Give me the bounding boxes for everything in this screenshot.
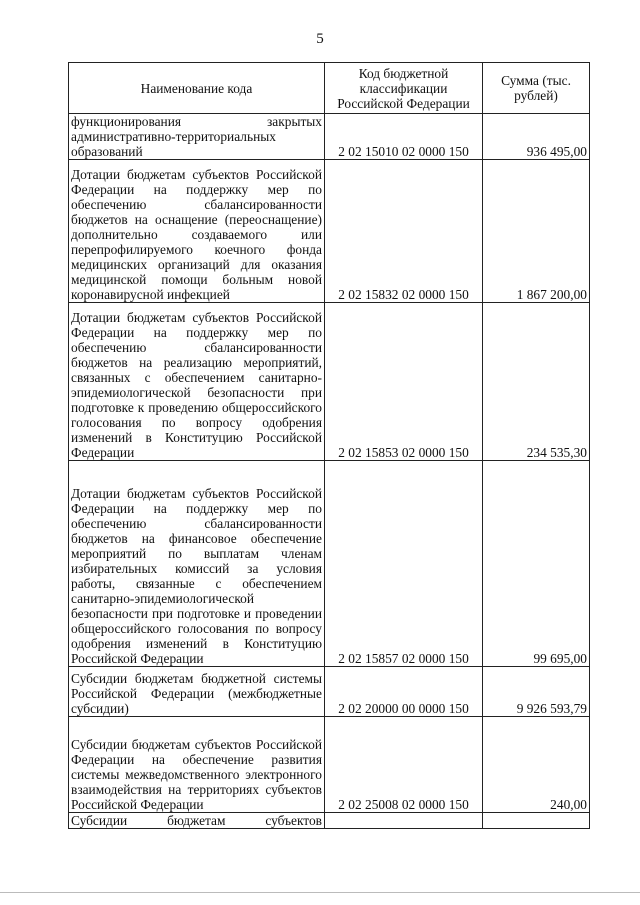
header-name: Наименование кода xyxy=(69,63,325,114)
table-row xyxy=(69,160,590,303)
row-name: Субсидии бюджетам субъектов Российской Федерации на обеспечение развития системы межведомственного электронного взаимодействия на территориях субъектов Российской Федерации xyxy=(69,717,325,813)
table-header-row xyxy=(69,63,590,114)
row-sum: 240,00 xyxy=(483,717,590,813)
header-sum: Сумма (тыс. рублей) xyxy=(483,63,590,114)
header-code: Код бюджетной классификации Российской Федерации xyxy=(325,63,483,114)
table-row xyxy=(69,114,590,160)
row-code: 2 02 15857 02 0000 150 xyxy=(325,461,483,667)
row-code: 2 02 25008 02 0000 150 xyxy=(325,717,483,813)
table-row xyxy=(69,461,590,667)
row-name: функционирования закрытых административно-территориальных образований xyxy=(69,114,325,160)
row-sum: 99 695,00 xyxy=(483,461,590,667)
page-bottom-divider xyxy=(0,892,640,893)
row-name: Дотации бюджетам субъектов Российской Федерации на поддержку мер по обеспечению сбалансированности бюджетов на реализацию мероприятий, связанных с обеспечением санитарно-эпидемиологической безопасности при подготовке к проведению общероссийского голосования по вопросу одобрения изменений в Конституцию Российской Федерации xyxy=(69,303,325,461)
row-sum: 234 535,30 xyxy=(483,303,590,461)
row-sum: 1 867 200,00 xyxy=(483,160,590,303)
table-row xyxy=(69,717,590,813)
row-sum: 9 926 593,79 xyxy=(483,667,590,717)
row-code: 2 02 15832 02 0000 150 xyxy=(325,160,483,303)
row-code: 2 02 15010 02 0000 150 xyxy=(325,114,483,160)
row-sum xyxy=(483,813,590,829)
row-code: 2 02 20000 00 0000 150 xyxy=(325,667,483,717)
table-row xyxy=(69,813,590,829)
row-name: Дотации бюджетам субъектов Российской Федерации на поддержку мер по обеспечению сбалансированности бюджетов на финансовое обеспечение мероприятий по выплатам членам избирательных комиссий за условия работы, связанные с обеспечением санитарно-эпидемиологической безопасности при подготовке и проведении общероссийского голосования по вопросу одобрения изменений в Конституцию Российской Федерации xyxy=(69,461,325,667)
row-sum: 936 495,00 xyxy=(483,114,590,160)
row-name: Субсидии бюджетам бюджетной системы Российской Федерации (межбюджетные субсидии) xyxy=(69,667,325,717)
budget-table xyxy=(68,62,590,829)
row-code: 2 02 15853 02 0000 150 xyxy=(325,303,483,461)
row-code xyxy=(325,813,483,829)
page-number: 5 xyxy=(316,31,324,47)
row-name: Субсидии бюджетам субъектов xyxy=(69,813,325,829)
table-row xyxy=(69,667,590,717)
table-row xyxy=(69,303,590,461)
row-name: Дотации бюджетам субъектов Российской Федерации на поддержку мер по обеспечению сбалансированности бюджетов на оснащение (переоснащение) дополнительно создаваемого или перепрофилируемого коечного фонда медицинских организаций для оказания медицинской помощи больным новой коронавирусной инфекцией xyxy=(69,160,325,303)
